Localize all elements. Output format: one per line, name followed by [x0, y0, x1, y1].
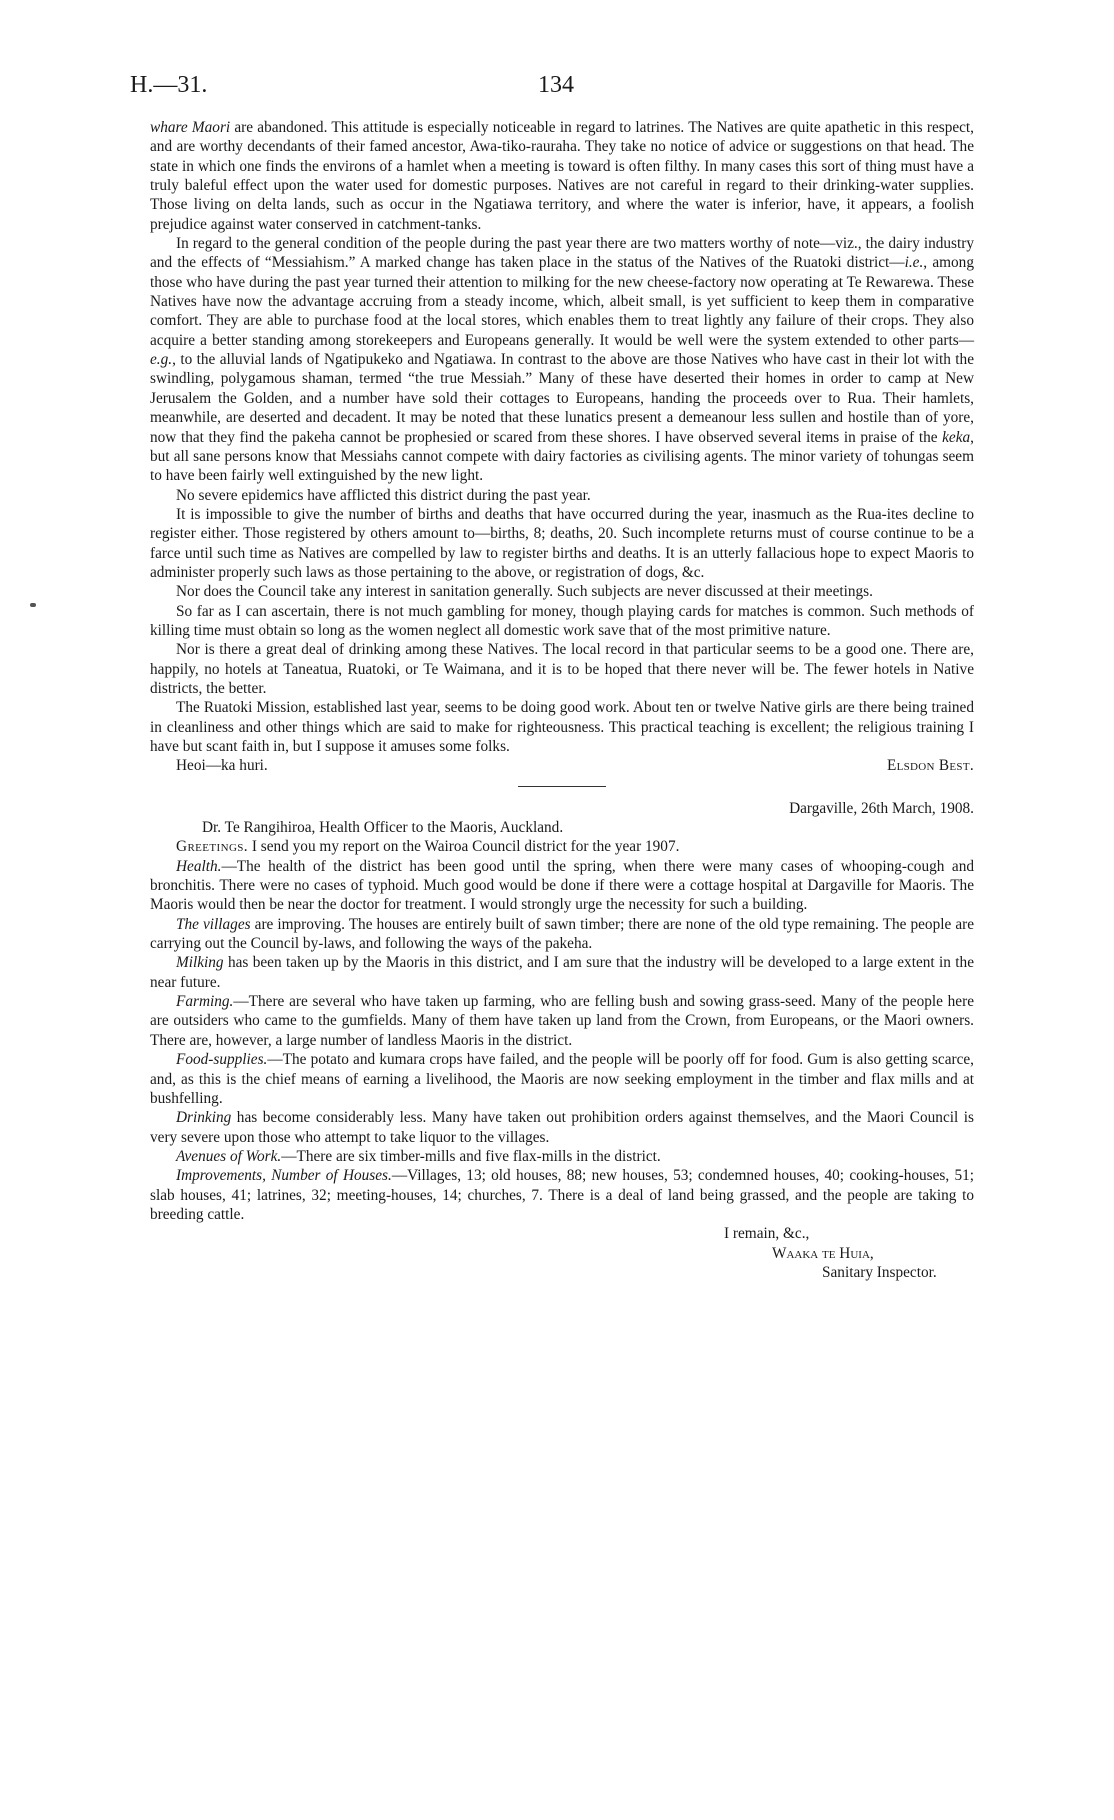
paragraph-improvements: Improvements, Number of Houses.—Villages, 13; old houses, 88; new houses, 53; condemned houses, 40; cooking-houses, 51; slab houses, 41; latrines, 32; meeting-houses, 14; churches, 7. There is a deal of land being grassed, and the people are taking to breeding cattle. [150, 1167, 974, 1223]
paragraph-milking: Milking has been taken up by the Maoris in this district, and I am sure that the industry will be developed to a large extent in the near future. [150, 954, 974, 991]
paragraph-sanitation: Nor does the Council take any interest in sanitation generally. Such subjects are never discussed at their meetings. [176, 583, 873, 601]
paragraph-avenues-of-work: Avenues of Work.—There are six timber-mills and five flax-mills in the district. [176, 1147, 661, 1165]
italic-term: whare Maori [150, 119, 231, 136]
page-number: 134 [538, 72, 574, 98]
page-header [0, 72, 1114, 106]
dateline: Dargaville, 26th March, 1908. [789, 799, 974, 817]
closing-block [150, 1224, 974, 1282]
paragraph-villages: The villages are improving. The houses are entirely built of sawn timber; there are none of the old type remaining. The people are carrying out the Council by-laws, and following the ways of the pakeha. [150, 915, 974, 953]
margin-mark [30, 603, 36, 607]
paragraph-greetings: Greetings. I send you my report on the Wairoa Council district for the year 1907. [176, 838, 680, 856]
addressee: Dr. Te Rangihiroa, Health Officer to the Maoris, Auckland. [202, 819, 564, 837]
paragraph-food-supplies: Food-supplies.—The potato and kumara crops have failed, and the people will be poorly off for food. Gum is also getting scarce, and, as this is the chief means of earning a livelihood, the Maoris are now seeking employment in the timber and flax mills and at bushfelling. [150, 1051, 974, 1107]
paragraph-farming: Farming.—There are several who have taken up farming, who are felling bush and sowing grass-seed. Many of the people here are outsiders who came to the gumfields. Many of them have taken up land from the Crown, from Europeans, or the Maori owners. There are, however, a large number of landless Maoris in the district. [150, 993, 974, 1049]
signature-waaka-te-huia: Waaka te Huia, [772, 1244, 874, 1262]
paragraph-mission: The Ruatoki Mission, established last year, seems to be doing good work. About ten or twelve Native girls are there being trained in cleanliness and other things which are said to make for righteousness. This practical teaching is excellent; the religious training I have but scant faith in, but I suppose it amuses some folks. [150, 699, 974, 755]
section-divider [518, 786, 606, 787]
signatory-title: Sanitary Inspector. [822, 1263, 937, 1281]
document-reference: H.—31. [130, 72, 208, 98]
paragraph-gambling: So far as I can ascertain, there is not much gambling for money, though playing cards for matches is common. Such methods of killing time must obtain so long as the women neglect all domestic work save that of the most primitive nature. [150, 602, 974, 639]
paragraph-health: Health.—The health of the district has been good until the spring, when there were many cases of whooping-cough and bronchitis. There were no cases of typhoid. Much good would be done if there were a cottage hospital at Dargaville for Maoris. The Maoris would then be near the doctor for treatment. I would strongly urge the necessity for such a building. [150, 857, 974, 914]
paragraph-epidemics: No severe epidemics have afflicted this district during the past year. [176, 486, 591, 504]
signoff-row [150, 756, 974, 775]
closing-remain: I remain, &c., [724, 1225, 810, 1243]
paragraph-births-deaths: It is impossible to give the number of births and deaths that have occurred during the year, inasmuch as the Rua-ites decline to register either. Those registered by others amount to—births, 8; deaths, 20. Such incomplete returns must of course continue to be a farce until such time as Natives are compelled by law to register births and deaths. It is an utterly fallacious hope to expect Maoris to administer properly such laws as those pertaining to the above, or registration of dogs, &c. [150, 505, 974, 581]
paragraph-general-condition: In regard to the general condition of the people during the past year there are two matters worthy of note—viz., the dairy industry and the effects of “Messiahism.” A marked change has taken place in the status of the Natives of the Ruatoki district—i.e., among those who have during the past year turned their attention to milking for the new cheese-factory now operating at Te Rewarewa. These Natives have now the advantage accruing from a steady income, which, albeit small, is yet sufficient to keep them in comparative comfort. They are able to purchase food at the local stores, which enables them to treat lightly any failure of their crops. They also acquire a better standing among storekeepers and Europeans generally. It would be well were the system extended to other parts—e.g., to the alluvial lands of Ngatipukeko and Ngatiawa. In contrast to the above are those Natives who have cast in their lot with the swindling, polygamous shaman, termed “the true Messiah.” Many of these have deserted their homes in order to camp at New Jerusalem the Golden, and a number have sold their cottages to Europeans, handing the proceeds over to Rua. Their hamlets, meanwhile, are deserted and decadent. It may be noted that these lunatics present a demeanour less sullen and hostile than of yore, now that they find the pakeha cannot be prophesied or scared from these shores. I have observed several items in praise of the keka, but all sane persons know that Messiahs cannot compete with dairy factories as civilising agents. The minor variety of tohungas seem to have been fairly well extinguished by the new light. [150, 235, 974, 485]
paragraph-drinking-wairoa: Drinking has become considerably less. Many have taken out prohibition orders against themselves, and the Maori Council is very severe upon those who attempt to take liquor to the villages. [150, 1109, 974, 1146]
paragraph-drinking: Nor is there a great deal of drinking among these Natives. The local record in that particular seems to be a good one. There are, happily, no hotels at Taneatua, Ruatoki, or Te Waimana, and it is to be hoped that there never will be. The fewer hotels in Native districts, the better. [150, 641, 974, 697]
paragraph-whare-maori: whare Maori are abandoned. This attitude is especially noticeable in regard to latrines. The Natives are quite apathetic in this respect, and are worthy decendants of their famed ancestor, Awa-tiko-rauraha. They take no notice of advice or suggestions on that head. The state in which one finds the environs of a hamlet when a meeting is toward is often filthy. In many cases this sort of thing must have a truly baleful effect upon the water used for domestic purposes. Natives are not careful in regard to their drinking-water supplies. Those living on delta lands, such as occur in the Ngatiawa territory, and where the water is inferior, have, it appears, a foolish prejudice against water conserved in catchment-tanks. [150, 119, 974, 233]
signature-elsdon-best: Elsdon Best. [886, 757, 974, 775]
closing-phrase: Heoi—ka huri. [176, 757, 268, 775]
page-body [150, 118, 974, 1282]
